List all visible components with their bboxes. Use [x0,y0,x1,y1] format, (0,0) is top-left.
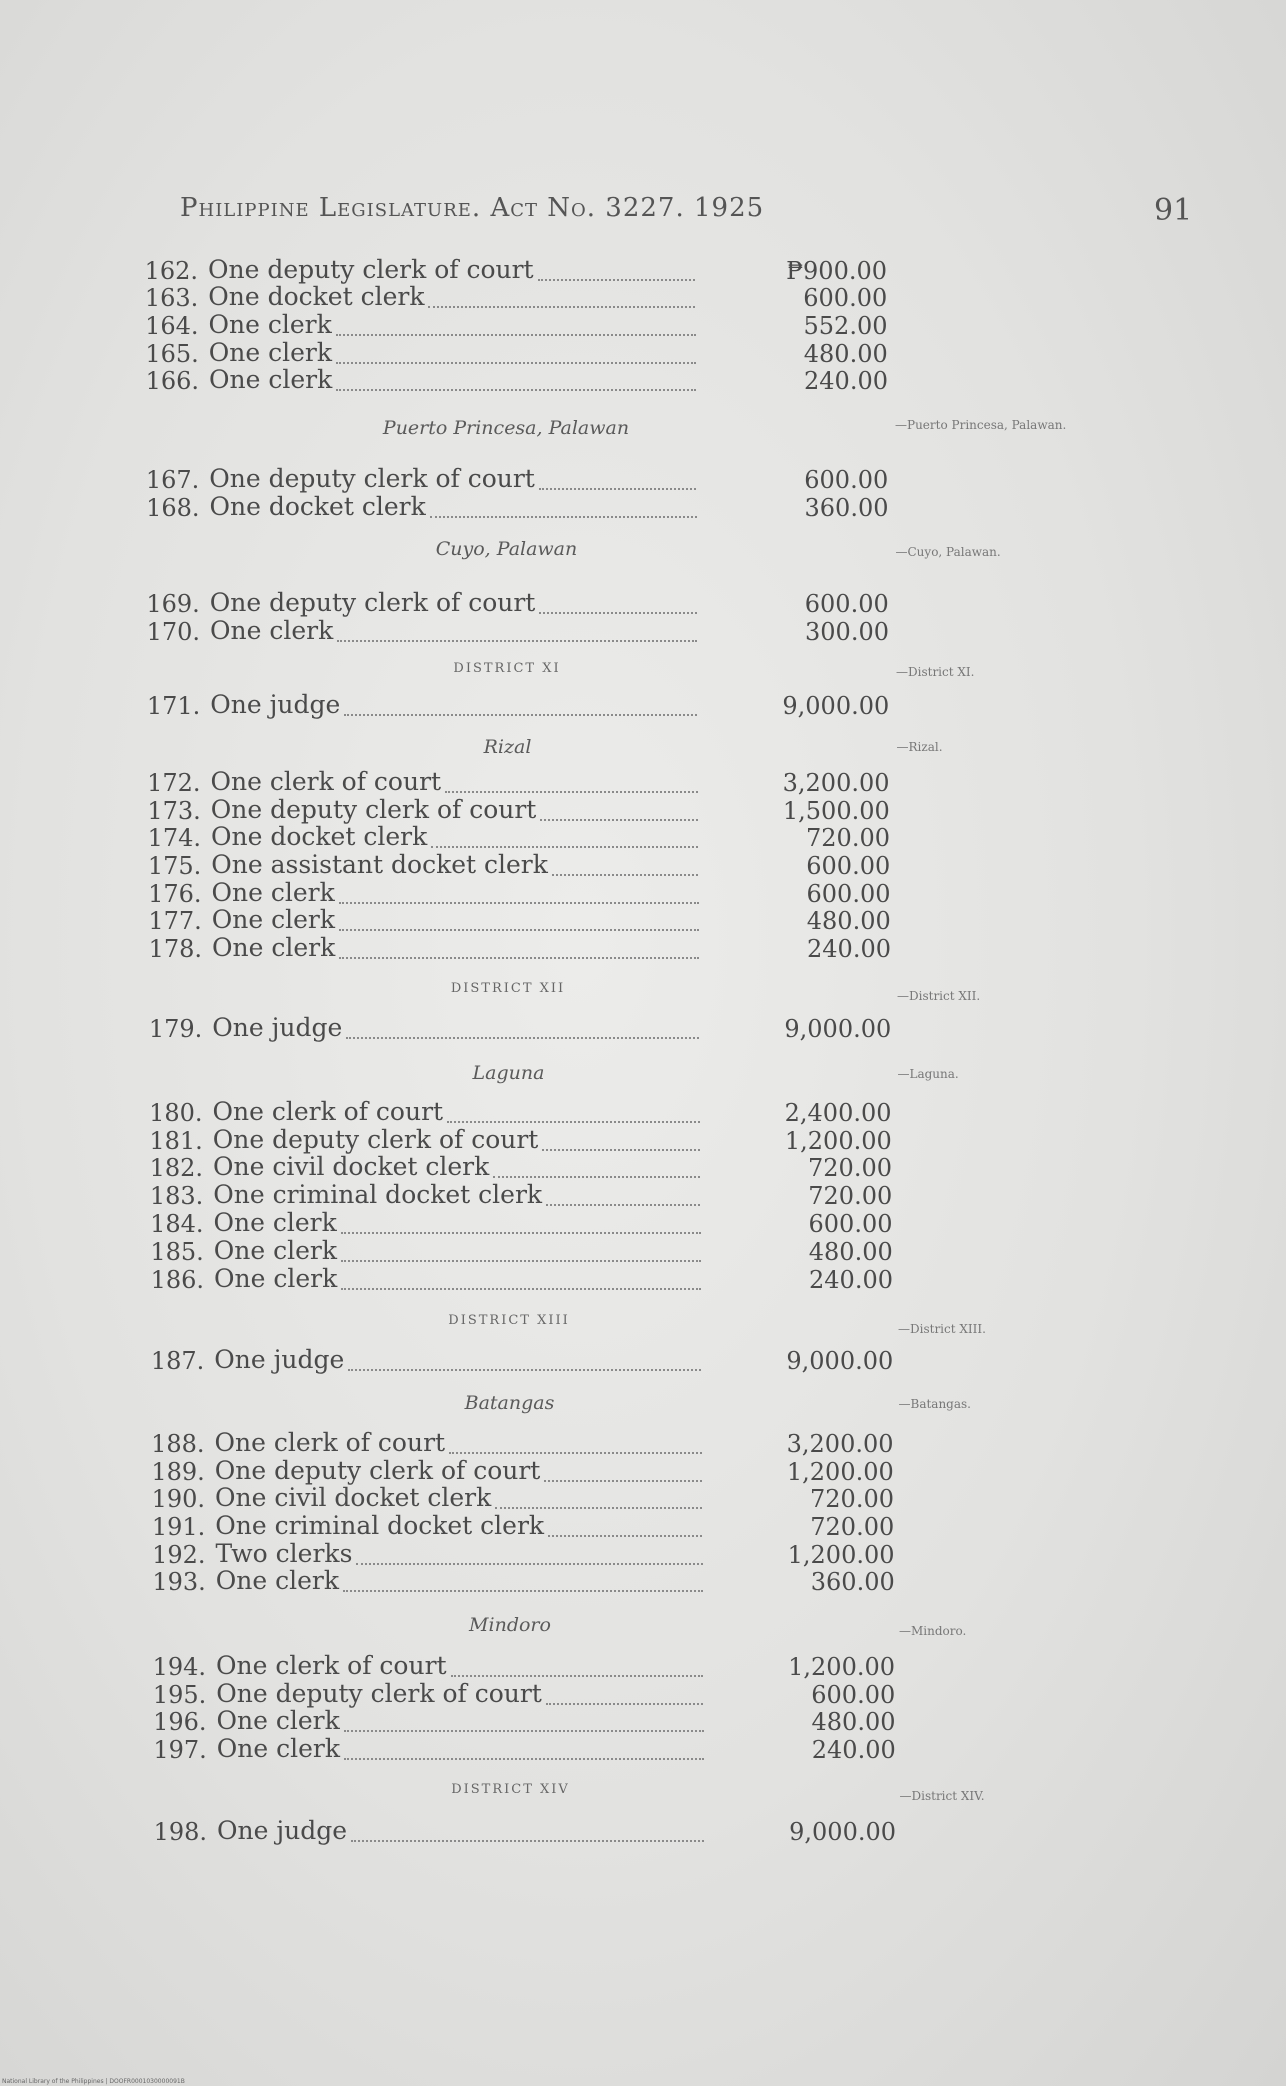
table-row [0,1458,1286,1486]
table-row [0,257,1286,285]
table-row [0,1430,1286,1458]
district-heading: DISTRICT XII [450,981,566,996]
item-description: One clerk of court [216,1651,447,1680]
margin-note: —Cuyo, Palawan. [895,545,1001,559]
item-number: 191. [151,1513,206,1541]
item-description: One deputy clerk of court [212,1125,539,1154]
item-amount: 1,200.00 [787,1541,895,1569]
item-description: One clerk [211,878,335,907]
leader-dots [544,1480,701,1482]
item-description: One clerk [216,1734,340,1763]
table-row [0,1568,1286,1596]
item-amount: 600.00 [803,284,888,312]
item-number: 180. [149,1099,203,1127]
table-row [0,852,1286,880]
item-number: 176. [148,880,202,908]
table-row [0,1266,1286,1294]
item-description: One civil docket clerk [215,1483,492,1512]
place-heading: Batangas [464,1392,555,1414]
item-amount: 2,400.00 [784,1099,892,1127]
item-amount: 3,200.00 [782,769,890,797]
item-amount: 720.00 [810,1513,895,1541]
table-row [0,1708,1286,1736]
leader-dots [341,1288,701,1290]
margin-note: —District XII. [897,989,981,1003]
place-heading: Mindoro [469,1614,551,1636]
leader-dots [539,612,696,614]
item-description: One judge [217,1816,347,1845]
item-description: One deputy clerk of court [216,1679,542,1708]
margin-note: —Batangas. [898,1397,971,1411]
table-row [0,907,1286,935]
item-number: 168. [146,494,200,522]
margin-note: —District XIII. [898,1322,986,1336]
item-description: One clerk [215,1566,339,1595]
item-description: One clerk [210,616,334,645]
item-description: One clerk [216,1706,340,1735]
item-description: One deputy clerk of court [210,795,537,824]
item-number: 175. [147,852,202,880]
item-description: One clerk [208,338,332,367]
item-number: 182. [149,1154,203,1182]
table-row [0,1681,1286,1709]
item-number: 162. [144,257,198,285]
table-row [0,1182,1286,1210]
leader-dots [344,1758,704,1760]
item-number: 193. [152,1568,206,1596]
item-amount: 552.00 [803,312,888,340]
item-description: One clerk [209,365,333,394]
item-description: One deputy clerk of court [209,464,535,493]
leader-dots [430,516,697,518]
leader-dots [337,640,697,642]
place-heading: Cuyo, Palawan [435,538,578,560]
leader-dots [431,846,698,848]
item-number: 186. [150,1266,204,1294]
item-number: 163. [144,284,199,312]
item-number: 166. [145,367,199,395]
table-row [0,1541,1286,1569]
leader-dots [428,306,695,308]
item-number: 172. [147,769,201,797]
item-description: One clerk [211,905,335,934]
place-heading: Puerto Princesa, Palawan [382,417,630,439]
item-number: 178. [148,935,202,963]
table-row [0,466,1286,494]
item-number: 189. [151,1458,205,1486]
item-number: 181. [149,1127,203,1155]
table-row [0,1127,1286,1155]
item-description: One deputy clerk of court [214,1456,541,1485]
leader-dots [344,714,697,716]
item-description: One assistant docket clerk [211,850,548,879]
district-heading: DISTRICT XI [453,661,561,676]
item-amount: 480.00 [811,1708,896,1736]
leader-dots [339,957,699,959]
leader-dots [546,1204,700,1206]
leader-dots [346,1037,699,1039]
item-number: 165. [145,340,199,368]
table-row [0,284,1286,312]
leader-dots [336,362,696,364]
leader-dots [495,1507,702,1509]
table-row [0,494,1286,522]
item-description: One clerk [212,933,336,962]
leader-dots [341,1232,701,1234]
leader-dots [339,929,699,931]
leader-dots [344,1730,704,1732]
leader-dots [356,1563,702,1565]
item-amount: 600.00 [806,852,891,880]
margin-note: —Laguna. [897,1067,959,1081]
item-amount: 9,000.00 [782,692,890,720]
table-row [0,618,1286,646]
table-row [0,1653,1286,1681]
item-amount: 3,200.00 [786,1430,894,1458]
item-number: 184. [150,1210,204,1238]
item-amount: 240.00 [809,1266,893,1294]
leader-dots [539,488,696,490]
leader-dots [343,1590,703,1592]
item-description: One clerk [213,1208,337,1237]
table-row [0,1238,1286,1266]
item-amount: 1,200.00 [788,1653,895,1681]
item-description: One judge [214,1345,345,1374]
margin-note: —District XIV. [899,1789,985,1803]
place-heading: Laguna [472,1062,545,1084]
table-row [0,1513,1286,1541]
item-number: 171. [146,692,201,720]
item-description: One docket clerk [209,492,426,521]
leader-dots [445,791,697,793]
item-description: One criminal docket clerk [213,1180,543,1209]
item-amount: 600.00 [806,880,891,908]
item-number: 173. [147,797,201,825]
page-number: 91 [1154,193,1193,228]
item-description: One docket clerk [211,822,428,851]
item-amount: 480.00 [808,1238,893,1266]
district-heading: DISTRICT XIV [451,1782,570,1797]
leader-dots [339,902,699,904]
table-row [0,935,1286,963]
item-number: 198. [153,1818,207,1846]
leader-dots [447,1121,699,1123]
leader-dots [542,1149,699,1151]
leader-dots [538,279,695,281]
item-amount: 720.00 [808,1154,892,1182]
item-amount: 240.00 [804,367,888,395]
item-amount: 1,500.00 [782,797,890,825]
table-row [0,1210,1286,1238]
margin-note: —Rizal. [896,740,943,754]
leader-dots [336,389,696,391]
item-description: One docket clerk [208,282,425,311]
item-amount: 480.00 [806,907,891,935]
leader-dots [336,334,696,336]
table-row [0,880,1286,908]
running-header: Philippine Legislature. Act No. 3227. 1925 [180,193,765,223]
item-number: 194. [152,1653,206,1681]
item-amount: 9,000.00 [789,1818,896,1846]
table-row [0,367,1286,395]
leader-dots [451,1675,703,1677]
leader-dots [548,1535,702,1537]
item-number: 170. [146,618,200,646]
table-row [0,1818,1286,1846]
item-number: 185. [150,1238,204,1266]
item-description: One deputy clerk of court [209,588,536,617]
leader-dots [348,1369,701,1371]
leader-dots [493,1176,700,1178]
item-description: One clerk [208,310,332,339]
item-amount: 720.00 [808,1182,893,1210]
table-row [0,1099,1286,1127]
table-row [0,1347,1286,1375]
margin-note: —District XI. [896,665,975,679]
item-amount: 720.00 [810,1485,894,1513]
item-description: One civil docket clerk [213,1152,490,1181]
item-description: Two clerks [215,1539,353,1568]
table-row [0,1485,1286,1513]
item-number: 183. [149,1182,204,1210]
leader-dots [552,874,698,876]
item-description: One clerk of court [212,1097,444,1126]
table-row [0,1015,1286,1043]
item-amount: 600.00 [811,1681,896,1709]
table-row [0,824,1286,852]
district-heading: DISTRICT XIII [448,1313,570,1328]
item-number: 188. [151,1430,205,1458]
table-row [0,590,1286,618]
item-amount: 600.00 [804,590,889,618]
item-number: 197. [153,1736,207,1764]
item-number: 195. [152,1681,207,1709]
item-amount: 600.00 [804,466,889,494]
item-description: One judge [212,1013,343,1042]
leader-dots [449,1452,701,1454]
item-number: 190. [151,1485,205,1513]
item-number: 177. [148,907,202,935]
table-row [0,797,1286,825]
item-amount: 9,000.00 [786,1347,894,1375]
item-amount: 300.00 [805,618,889,646]
table-row [0,340,1286,368]
item-amount: 720.00 [806,824,890,852]
item-description: One criminal docket clerk [215,1511,545,1540]
item-amount: 600.00 [808,1210,893,1238]
scan-footer: National Library of the Philippines | DOOFR0001030000091B [2,2078,185,2085]
item-number: 167. [145,466,200,494]
margin-note: —Puerto Princesa, Palawan. [895,418,1067,432]
item-number: 196. [153,1708,207,1736]
item-amount: 240.00 [811,1736,896,1764]
item-number: 192. [152,1541,206,1569]
table-row [0,312,1286,340]
item-amount: 1,200.00 [786,1458,894,1486]
margin-note: —Mindoro. [899,1624,967,1638]
item-amount: ₱900.00 [786,257,887,285]
table-row [0,769,1286,797]
leader-dots [341,1260,701,1262]
table-row [0,1154,1286,1182]
leader-dots [540,819,697,821]
item-amount: 1,200.00 [784,1127,892,1155]
item-amount: 9,000.00 [784,1015,892,1043]
item-amount: 480.00 [803,340,888,368]
item-number: 179. [148,1015,203,1043]
item-number: 169. [146,590,200,618]
item-description: One deputy clerk of court [208,255,534,284]
table-row [0,692,1286,720]
item-description: One clerk of court [214,1428,446,1457]
place-heading: Rizal [483,736,532,758]
item-amount: 360.00 [804,494,889,522]
table-row [0,1736,1286,1764]
item-description: One clerk [213,1236,337,1265]
item-number: 187. [150,1347,205,1375]
item-amount: 240.00 [807,935,891,963]
leader-dots [351,1840,704,1842]
item-amount: 360.00 [810,1568,895,1596]
item-description: One judge [210,690,341,719]
item-number: 164. [145,312,199,340]
leader-dots [546,1703,703,1705]
item-number: 174. [147,824,201,852]
item-description: One clerk [214,1264,338,1293]
item-description: One clerk of court [210,767,442,796]
